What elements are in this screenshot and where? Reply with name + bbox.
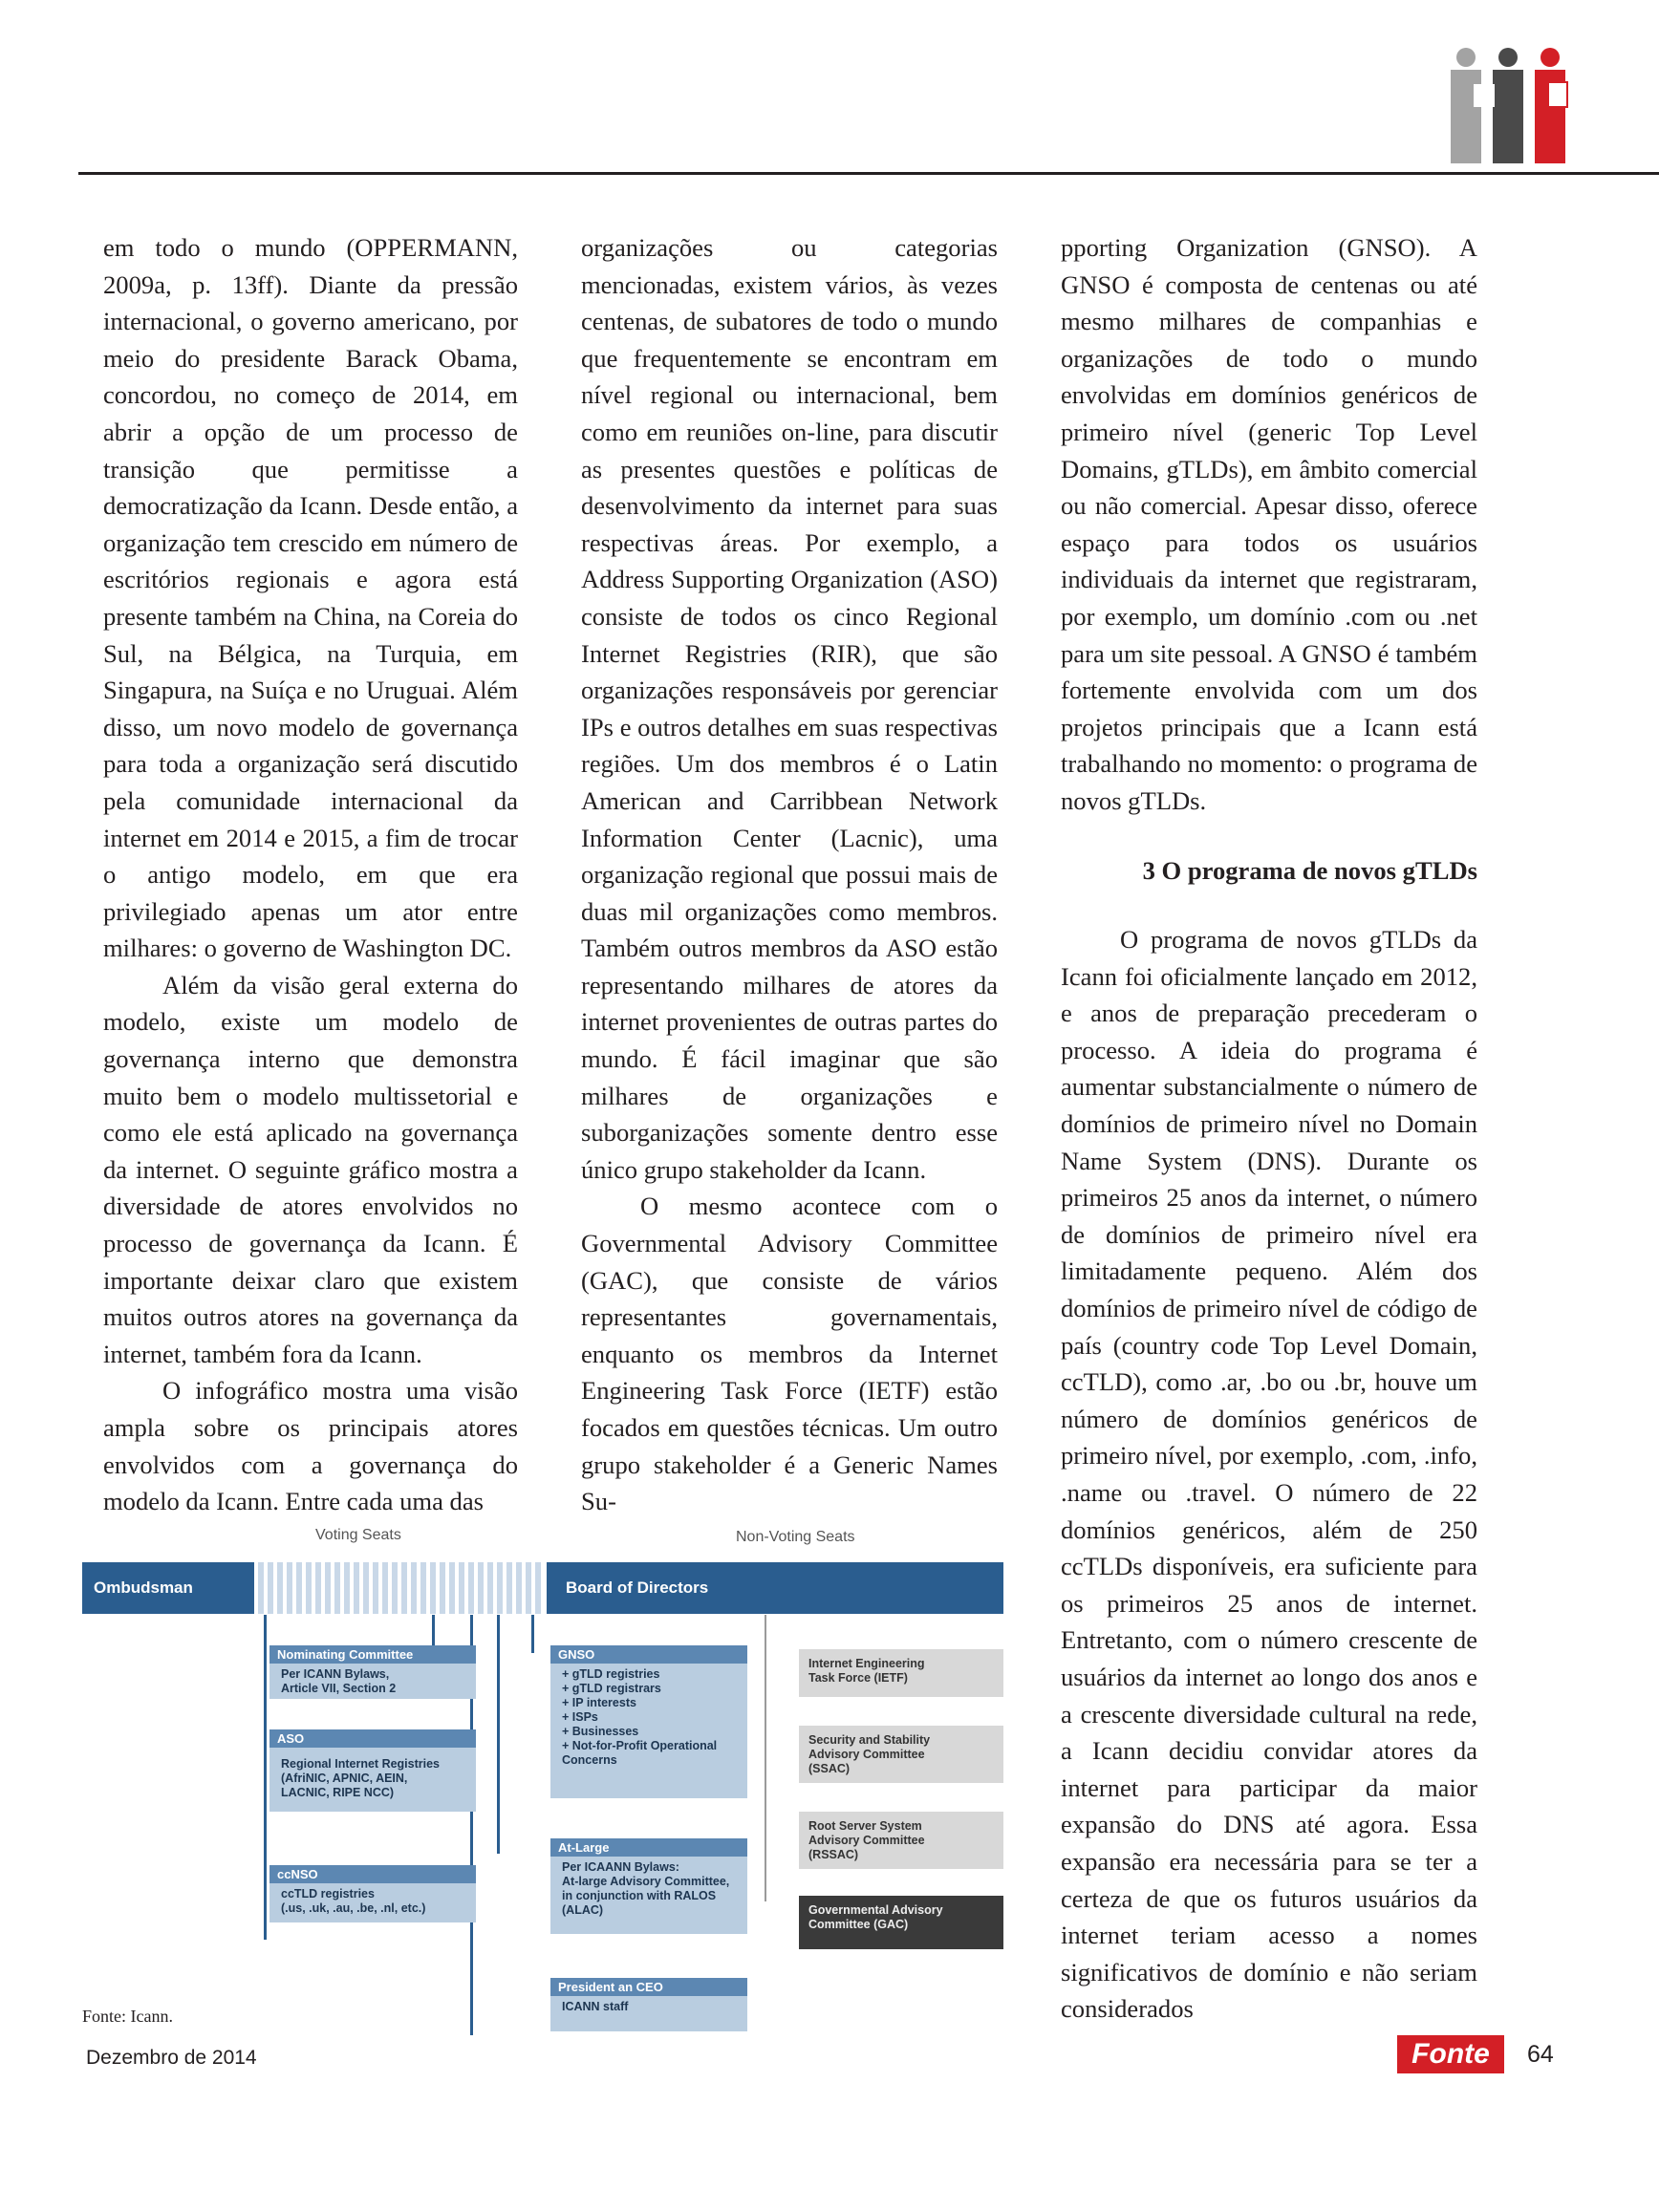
gnso-body: + gTLD registries + gTLD registrars + IP interests + ISPs + Businesses + Not-for-Profit Operational Concerns <box>562 1667 718 1767</box>
paragraph: pporting Organization (GNSO). A GNSO é composta de centenas ou até mesmo milhares de companhias e organizações de todo o mundo envolvidas em domínios genéricos de primeiro nível (generic Top Level Domains, gTLDs), em âmbito comercial ou não comercial. Apesar disso, oferece espaço para todos os usuários individuais da internet que registraram, por exemplo, um domínio .com ou .net para um site pessoal. A GNSO é também fortemente envolvida com um dos projetos principais que a Icann está trabalhando no momento: o programa de novos gTLDs. <box>1061 233 1477 815</box>
ccnso-body: ccTLD registries (.us, .uk, .au, .be, .nl, etc.) <box>281 1887 426 1915</box>
paragraph: em todo o mundo (OPPERMANN, 2009a, p. 13ff). Diante da pressão internacional, o governo americano, por meio do presidente Barack Obama, concordou, no começo de 2014, em abrir a opção de um processo de transição que permitisse a democratização da Icann. Desde então, a organização tem crescido em número de escritórios regionais e agora está presente também na China, na Coreia do Sul, na Bélgica, na Turquia, em Singapura, na Suíça e no Uruguai. Além disso, um novo modelo de governança para toda a organização será discutido pela comunidade internacional da internet em 2014 e 2015, a fim de trocar o antigo modelo, em que era privilegiado apenas um ator entre milhares: o governo de Washington DC. <box>103 233 518 963</box>
president-body: ICANN staff <box>562 2000 629 2013</box>
paragraph: organizações ou categorias mencionadas, existem vários, às vezes centenas, de subatores de todo o mundo que frequentemente se encontram em nível regional ou internacional, bem como em reuniões on-line, para discutir as presentes questões e políticas de desenvolvimento da internet para suas respectivas áreas. Por exemplo, a Address Supporting Organization (ASO) consiste de todos os cinco Regional Internet Registries (RIR), que são organizações responsáveis por gerenciar IPs e outros detalhes em suas respectivas regiões. Um dos membros é o Latin American and Carribbean Network Information Center (Lacnic), uma organização regional que possui mais de duas mil organizações como membros. Também outros membros da ASO estão representando milhares de atores da internet provenientes de outras partes do mundo. É fácil imaginar que são milhares de organizações e suborganizações somente dentro esse único grupo stakeholder da Icann. <box>581 233 998 1184</box>
connector-line <box>432 1615 435 1649</box>
connector-line <box>531 1615 534 1653</box>
connector-line <box>765 1615 766 1901</box>
nominating-committee-title: Nominating Committee <box>269 1645 476 1664</box>
people-logo-icon <box>1441 46 1575 164</box>
aso-title: ASO <box>269 1729 476 1748</box>
ombudsman-label: Ombudsman <box>94 1578 193 1597</box>
board-label: Board of Directors <box>566 1578 709 1597</box>
connector-line <box>497 1615 500 1854</box>
ssac-box: Security and Stability Advisory Committee (SSAC) <box>799 1726 1003 1783</box>
aso-box <box>269 1729 476 1812</box>
nominating-committee-body: Per ICANN Bylaws, Article VII, Section 2 <box>281 1667 397 1695</box>
ombudsman-bar <box>82 1562 254 1614</box>
aso-body: Regional Internet Registries (AfriNIC, APNIC, AEIN, LACNIC, RIPE NCC) <box>281 1757 441 1799</box>
ccnso-box <box>269 1865 476 1922</box>
at-large-box <box>550 1838 747 1934</box>
header-rule <box>78 172 1659 175</box>
at-large-body: Per ICAANN Bylaws: At-large Advisory Committee, in conjunction with RALOS (ALAC) <box>562 1860 730 1917</box>
text-column-2 <box>581 229 998 1520</box>
text-column-1 <box>103 229 518 1520</box>
nominating-committee-box <box>269 1645 476 1699</box>
voting-seats-label: Voting Seats <box>315 1527 401 1543</box>
page-number: 64 <box>1527 2041 1554 2068</box>
paragraph: O mesmo acontece com o Governmental Advisory Committee (GAC), que consiste de vários representantes governamentais, enquanto os membros da Internet Engineering Task Force (IETF) estão focados em questões técnicas. Um outro grupo stakeholder é a Generic Names Su- <box>581 1192 998 1516</box>
gnso-box <box>550 1645 747 1798</box>
paragraph: Além da visão geral externa do modelo, existe um modelo de governança interno que demonstra muito bem o modelo multissetorial e como ele está aplicado na governança da internet. O seguinte gráfico mostra a diversidade de atores envolvidos no processo de governança da Icann. É importante deixar claro que existem muitos outros atores na governança da internet, também fora da Icann. <box>103 970 518 1368</box>
voting-seats-stripes <box>258 1562 541 1614</box>
paragraph: O programa de novos gTLDs da Icann foi oficialmente lançado em 2012, e anos de preparação precederam o processo. A ideia do programa é aumentar substancialmente o número de domínios de primeiro nível no Domain Name System (DNS). Durante os primeiros 25 anos da internet, o número de domínios de primeiro nível era limitadamente pequeno. Além dos domínios de primeiro nível de código de país (country code Top Level Domain, ccTLD), como .ar, .bo ou .br, houve um número de domínios genéricos de primeiro nível, por exemplo, .com, .info, .name ou .travel. O número de 22 domínios genéricos, além de 250 ccTLDs disponíveis, era suficiente para os primeiros 25 anos de internet. Entretanto, com o número crescente de usuários da internet ao longo dos anos e a crescente diversidade cultural na rede, a Icann decidiu convidar atores da internet para participar da maior expansão do DNS até agora. Essa expansão era necessária para se ter a certeza de que os futuros usuários da internet teriam acesso a nomes significativos de domínio e não seriam considerados <box>1061 925 1477 2024</box>
at-large-title: At-Large <box>550 1838 747 1857</box>
ccnso-title: ccNSO <box>269 1865 476 1883</box>
brand-logo: Fonte <box>1397 2035 1504 2073</box>
footer-date: Dezembro de 2014 <box>86 2047 257 2069</box>
president-title: President an CEO <box>550 1978 747 1996</box>
connector-line <box>264 1615 267 1940</box>
rssac-box: Root Server System Advisory Committee (RSSAC) <box>799 1812 1003 1869</box>
gac-box: Governmental Advisory Committee (GAC) <box>799 1896 1003 1949</box>
nonvoting-seats-label: Non-Voting Seats <box>736 1529 855 1545</box>
board-bar <box>547 1562 1003 1614</box>
gnso-title: GNSO <box>550 1645 747 1664</box>
paragraph: O infográfico mostra uma visão ampla sobre os principais atores envolvidos com a governança do modelo da Icann. Entre cada uma das <box>103 1376 518 1516</box>
text-column-3 <box>1061 229 1477 2028</box>
ietf-box: Internet Engineering Task Force (IETF) <box>799 1649 1003 1697</box>
president-box <box>550 1978 747 2031</box>
figure-caption: Fonte: Icann. <box>82 2007 173 2026</box>
section-heading: 3 O programa de novos gTLDs <box>1142 855 1477 885</box>
